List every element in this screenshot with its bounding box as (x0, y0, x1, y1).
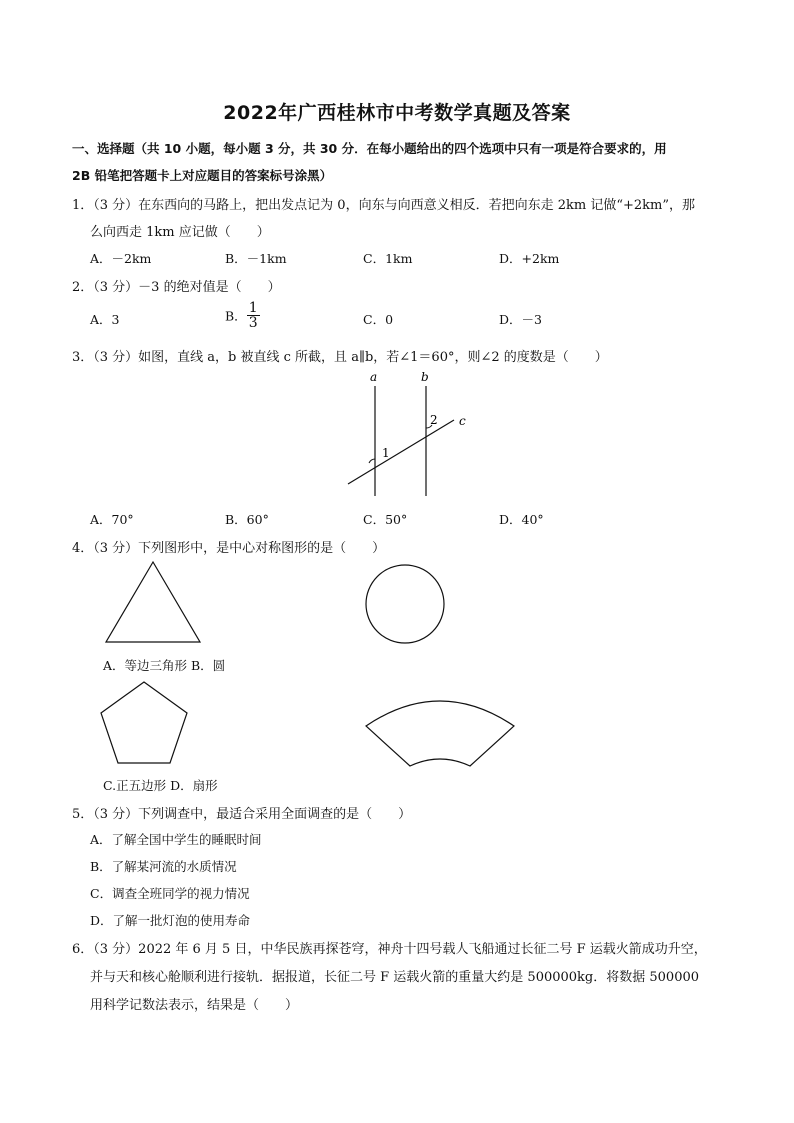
q4-caption-ab: A．等边三角形 B．圆 (103, 658, 226, 673)
q3-option-c: C．50° (363, 512, 408, 527)
q5-option-c: C．调查全班同学的视力情况 (90, 886, 250, 901)
angle-1-arc (369, 459, 375, 463)
q3-option-d: D．40° (499, 512, 544, 527)
q2-option-c: C．0 (363, 312, 394, 327)
sector-figure (362, 690, 518, 770)
q1-option-d: D．+2km (499, 251, 560, 266)
q2-option-b-denominator: 3 (248, 315, 258, 331)
q6-stem-line-2: 并与天和核心舱顺利进行接轨．据报道，长征二号 F 运载火箭的重量大约是 500000kg．将数据 500000 (90, 970, 700, 985)
q6-stem-line-3: 用科学记数法表示，结果是（ ） (90, 998, 299, 1013)
q2-option-b-prefix: B． (225, 308, 247, 324)
q1-stem-line-2: 么向西走 1km 应记做（ ） (90, 225, 270, 240)
circle-figure (362, 562, 450, 650)
section-heading-line-1: 一、选择题（共 10 小题，每小题 3 分，共 30 分．在每小题给出的四个选项中只有一项是符合要求的，用 (72, 141, 667, 156)
q2-option-b-numerator: 1 (248, 300, 258, 316)
q6-stem-line-1: 6．（3 分）2022 年 6 月 5 日，中华民族再探苍穹，神舟十四号载人飞船通过长征二号 F 运载火箭成功升空， (72, 942, 707, 957)
q2-option-b-fraction (247, 301, 260, 330)
q3-option-a: A．70° (90, 512, 134, 527)
section-heading-line-2: 2B 铅笔把答题卡上对应题目的答案标号涂黑） (72, 168, 333, 183)
regular-pentagon-figure (96, 678, 192, 768)
q3-option-b: B．60° (225, 512, 269, 527)
q5-option-a: A．了解全国中学生的睡眠时间 (90, 832, 262, 847)
label-a: a (370, 370, 378, 384)
label-angle-1: 1 (382, 446, 390, 460)
q3-parallel-lines-figure (330, 368, 480, 502)
equilateral-triangle-figure (100, 558, 206, 646)
q1-option-c: C．1km (363, 251, 413, 266)
pentagon-shape (101, 682, 187, 763)
page-title: 2022年广西桂林市中考数学真题及答案 (223, 102, 571, 124)
q5-option-b: B．了解某河流的水质情况 (90, 859, 237, 874)
q2-option-b (225, 301, 260, 330)
label-c: c (459, 414, 466, 428)
q1-option-b: B．－1km (225, 251, 287, 266)
q3-stem: 3．（3 分）如图，直线 a，b 被直线 c 所截，且 a∥b，若∠1＝60°，则∠2 的度数是（ ） (72, 350, 608, 365)
q2-option-d: D．－3 (499, 312, 542, 327)
q2-option-a: A．3 (90, 312, 120, 327)
label-angle-2: 2 (430, 413, 438, 427)
line-c (348, 420, 454, 484)
q4-stem: 4．（3 分）下列图形中，是中心对称图形的是（ ） (72, 541, 386, 556)
triangle-shape (106, 562, 200, 642)
circle-shape (366, 565, 444, 643)
q5-option-d: D．了解一批灯泡的使用寿命 (90, 913, 251, 928)
q1-option-a: A．－2km (90, 251, 152, 266)
q1-stem-line-1: 1．（3 分）在东西向的马路上，把出发点记为 0，向东与向西意义相反．若把向东走 2km 记做“+2km”，那 (72, 198, 695, 213)
sector-shape (366, 701, 514, 766)
q4-caption-cd: C.正五边形 D．扇形 (103, 778, 218, 793)
q2-stem: 2．（3 分）－3 的绝对值是（ ） (72, 280, 281, 295)
label-b: b (421, 370, 429, 384)
q5-stem: 5．（3 分）下列调查中，最适合采用全面调查的是（ ） (72, 807, 412, 822)
